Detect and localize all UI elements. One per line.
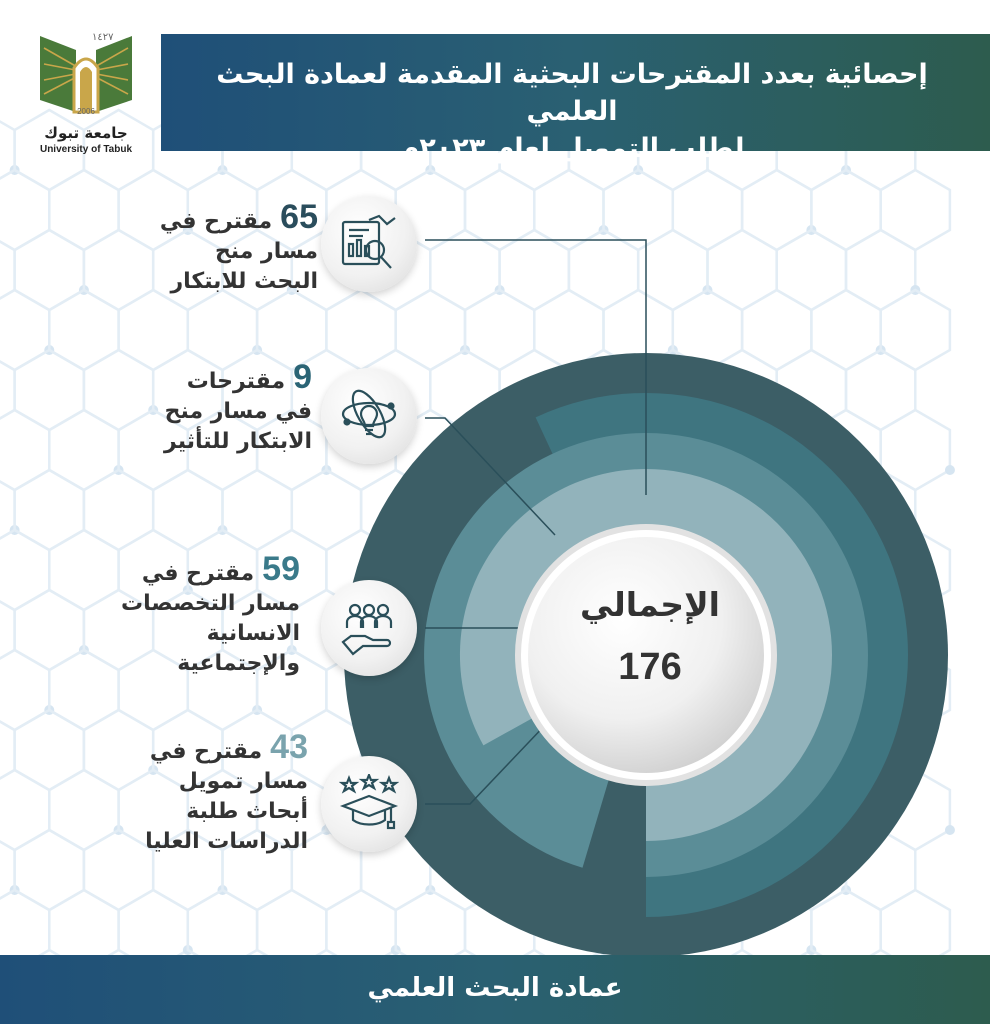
footer-banner bbox=[0, 955, 990, 1024]
logo-year: 2006 bbox=[77, 107, 95, 116]
title-line-1: إحصائية بعدد المقترحات البحثية المقدمة لعمادة البحث العلمي bbox=[216, 59, 928, 127]
graduation-cap-icon bbox=[321, 756, 417, 852]
category-value-2: 9 bbox=[293, 358, 312, 396]
logo-name-arabic: جامعة تبوك bbox=[44, 124, 128, 142]
category-value-4: 43 bbox=[270, 728, 308, 766]
total-label: الإجمالي bbox=[580, 585, 720, 624]
title-line-2: لطلب التمويل لعام ٢٠٢٣م bbox=[399, 133, 745, 164]
logo-hijri-year: ١٤٢٧ bbox=[92, 32, 114, 43]
category-label-2: 9مقترحات في مسار منح الابتكار للتأثير bbox=[164, 358, 312, 454]
lightbulb-icon bbox=[321, 368, 417, 464]
total-value: 176 bbox=[618, 646, 682, 688]
data-analysis-icon bbox=[321, 196, 417, 292]
category-label-1: 65مقترح في مسار منح البحث للابتكار bbox=[159, 198, 318, 294]
category-label-3: 59مقترح في مسار التخصصات الانسانية والإجتماعية bbox=[121, 550, 300, 676]
logo-name-english: University of Tabuk bbox=[39, 144, 133, 155]
category-value-3: 59 bbox=[262, 550, 300, 588]
category-value-1: 65 bbox=[280, 198, 318, 236]
people-hand-icon bbox=[321, 580, 417, 676]
category-label-4: 43مقترح في مسار تمويل أبحاث طلبة الدراسات العليا bbox=[145, 728, 308, 854]
footer-text: عمادة البحث العلمي bbox=[367, 973, 623, 1003]
